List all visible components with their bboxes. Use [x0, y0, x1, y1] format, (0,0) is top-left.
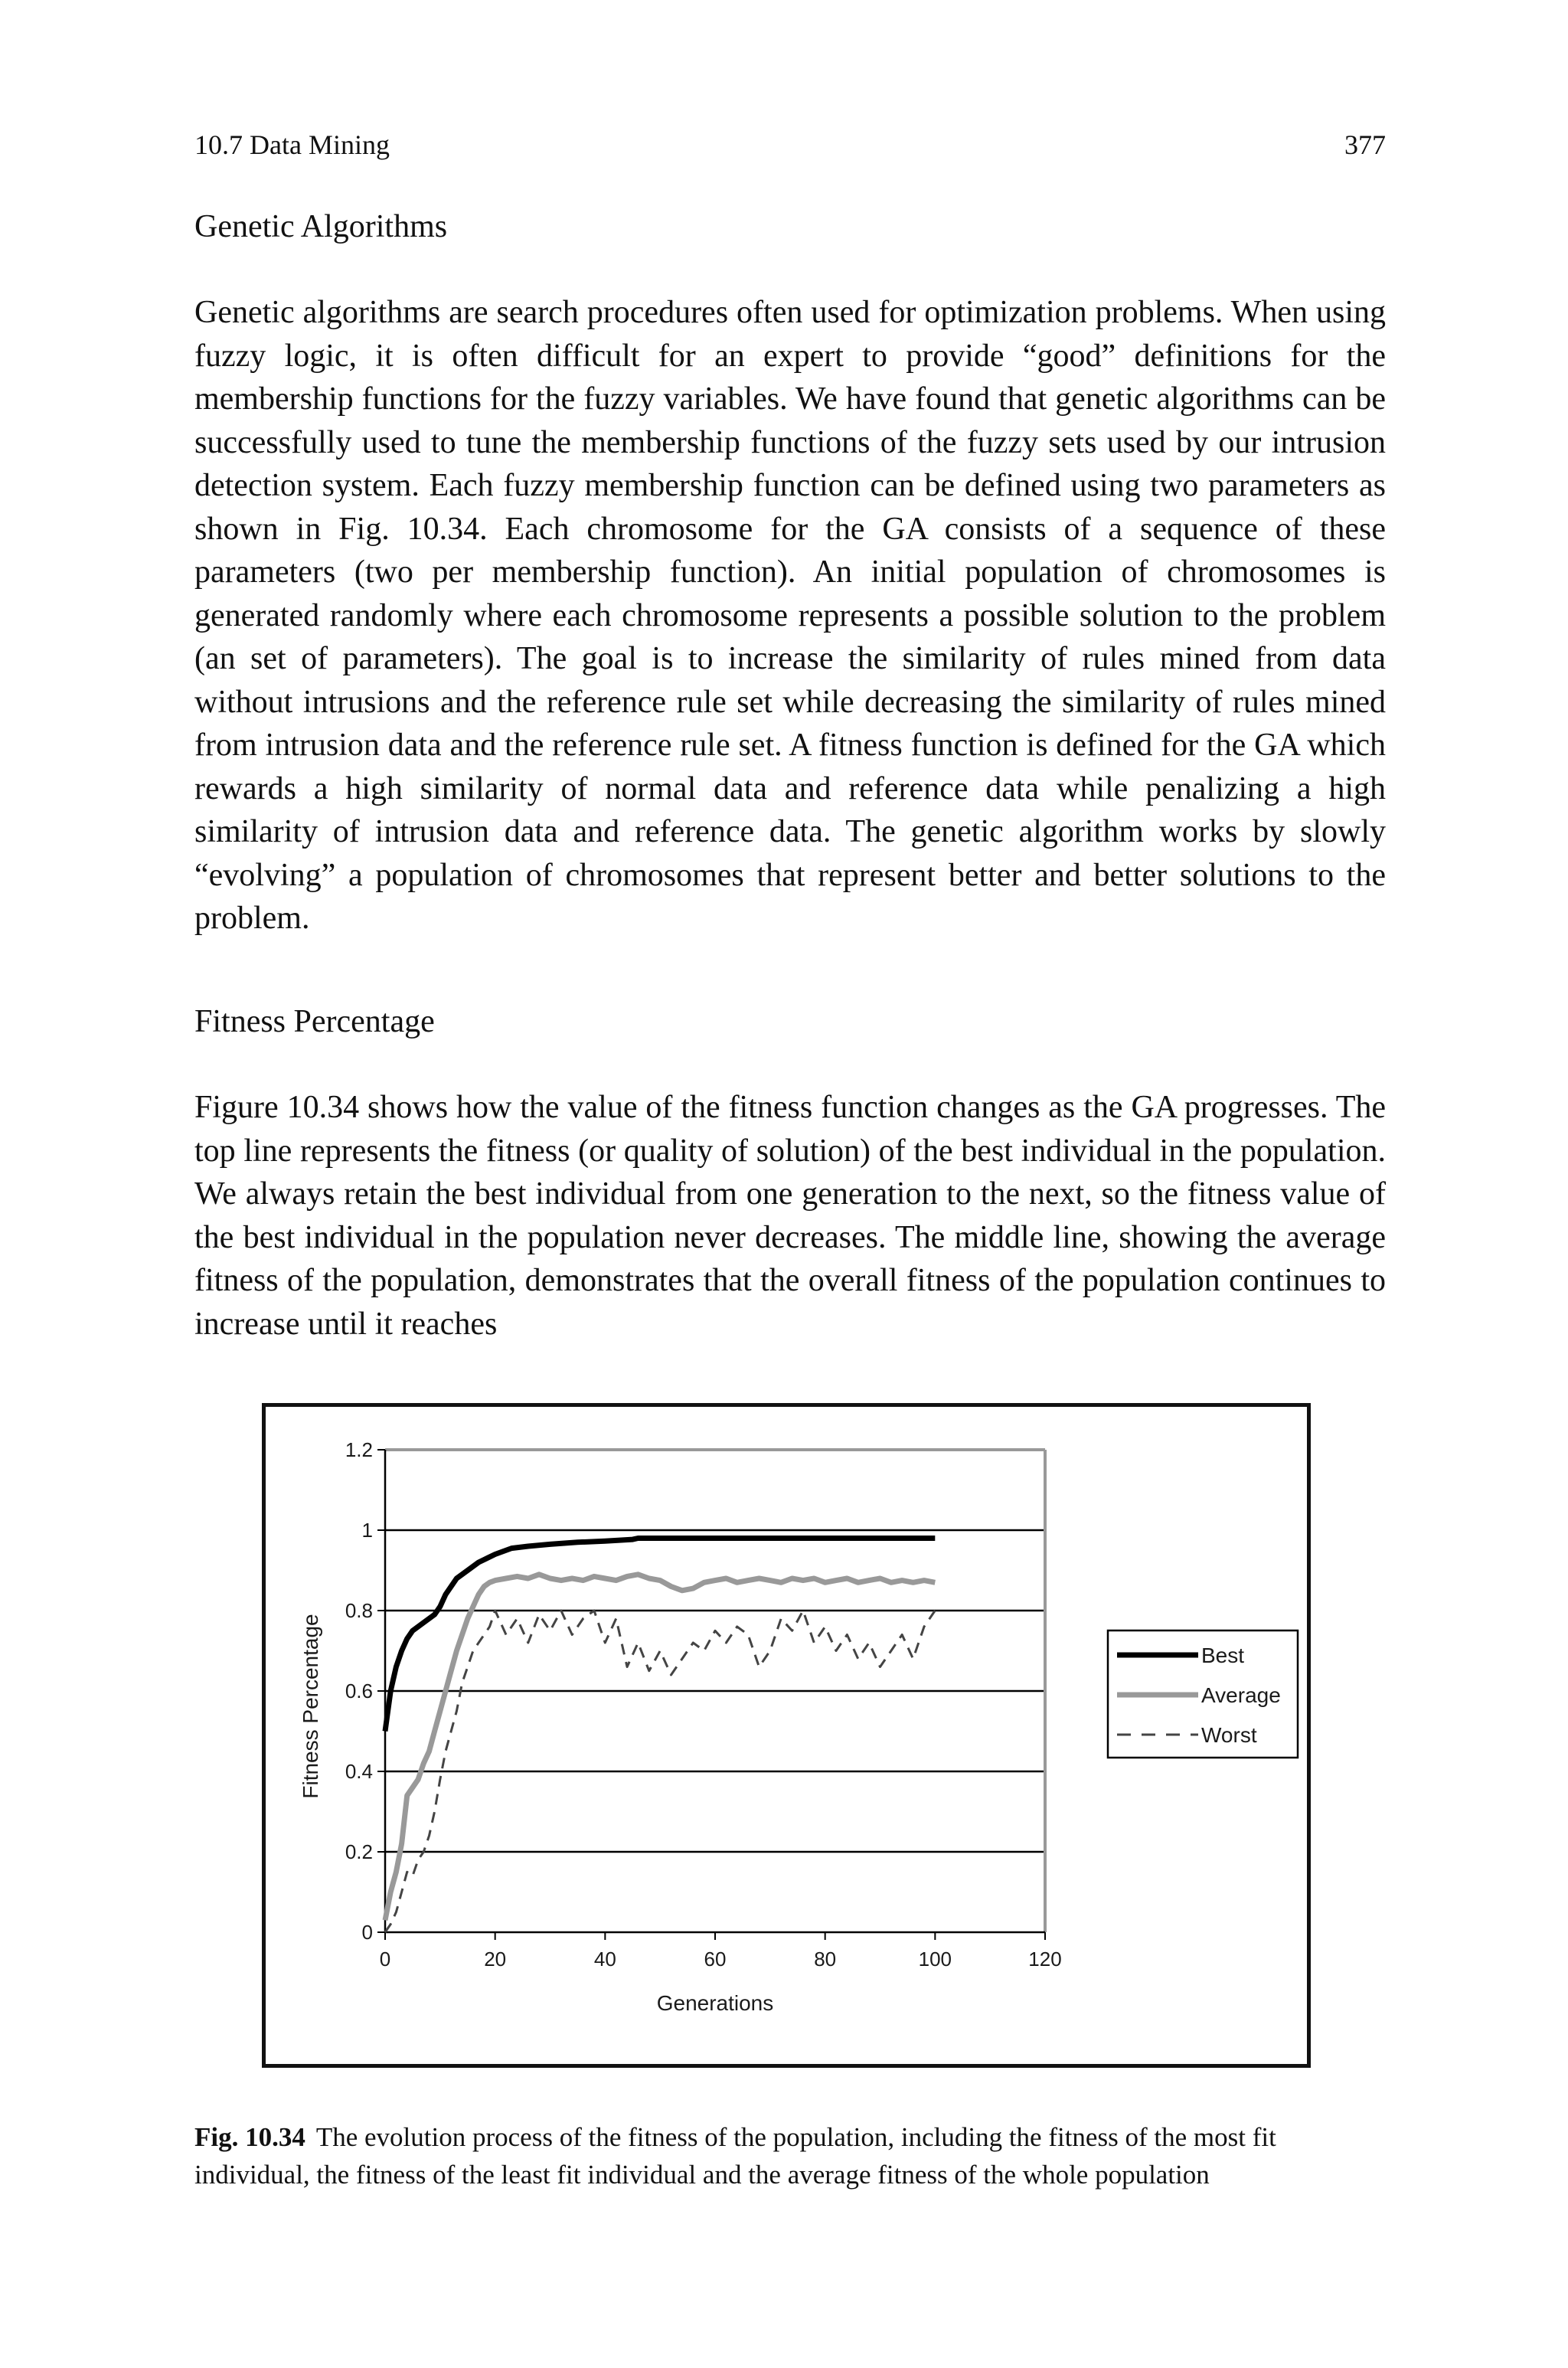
section-title: 10.7 Data Mining [194, 129, 390, 160]
page-number: 377 [1344, 129, 1386, 160]
x-tick-label-2: 40 [593, 1948, 616, 1971]
fitness-chart [266, 1407, 1307, 2064]
figure-chart [262, 1403, 1311, 2068]
paragraph-genetic-algorithms: Genetic algorithms are search procedures often used for optimization problems. When using fuzzy logic, it is often difficult for an expert to provide “good” definitions for the membership functions for the fuzzy variables. We have found that genetic algorithms can be successfully used to tune the membership functions of the fuzzy sets used by our intrusion detection system. Each fuzzy membership function can be defined using two parameters as shown in Fig. 10.34. Each chromosome for the GA consists of a sequence of these parameters (two per membership function). An initial population of chromosomes is generated randomly where each chromosome represents a possible solution to the problem (an set of parameters). The goal is to increase the similarity of rules mined from data without intrusions and the reference rule set while decreasing the similarity of rules mined from intrusion data and the reference rule set. A fitness function is defined for the GA which rewards a high similarity of normal data and reference data while penalizing a high similarity of intrusion data and reference data. The genetic algorithm works by slowly “evolving” a population of chromosomes that represent better and better solutions to the problem. [194, 295, 1386, 936]
figure-caption-text: The evolution process of the fitness of the population, including the fitness of the most fit individual, the fitness of the least fit individual and the average fitness of the whole population [194, 2122, 1276, 2190]
section-heading-fitness-percentage: Fitness Percentage [194, 1004, 435, 1039]
x-tick-label-0: 0 [379, 1948, 391, 1971]
legend-label-worst: Worst [1201, 1723, 1257, 1747]
x-axis-label: Generations [656, 1991, 774, 2015]
y-axis-label: Fitness Percentage [299, 1614, 322, 1799]
y-tick-label-1: 0.2 [345, 1840, 373, 1863]
x-tick-label-6: 120 [1028, 1948, 1062, 1971]
section-heading-genetic-algorithms: Genetic Algorithms [194, 209, 448, 244]
x-tick-label-1: 20 [484, 1948, 507, 1971]
paragraph-fitness-percentage: Figure 10.34 shows how the value of the fitness function changes as the GA progresses. The top line represents the fitness (or quality of solution) of the best individual in the population. We always retain the best individual from one generation to the next, so the fitness value of the best individual in the population never decreases. The middle line, showing the average fitness of the population, demonstrates that the overall fitness of the population continues to increase until it reaches [194, 1090, 1386, 1342]
series-line-average [385, 1575, 935, 1921]
y-tick-label-4: 0.8 [345, 1599, 373, 1622]
legend-label-best: Best [1201, 1644, 1245, 1667]
series-line-best [385, 1539, 935, 1732]
x-tick-label-4: 80 [814, 1948, 837, 1971]
x-tick-label-5: 100 [918, 1948, 952, 1971]
y-tick-label-5: 1 [361, 1519, 373, 1542]
legend-label-average: Average [1201, 1683, 1281, 1707]
y-tick-label-2: 0.4 [345, 1760, 373, 1783]
y-tick-label-3: 0.6 [345, 1680, 373, 1702]
running-head [194, 129, 1386, 164]
y-tick-label-0: 0 [361, 1921, 373, 1944]
figure-caption-label: Fig. 10.34 [194, 2122, 305, 2152]
x-tick-label-3: 60 [704, 1948, 727, 1971]
figure-caption [194, 2118, 1389, 2193]
y-tick-label-6: 1.2 [345, 1438, 373, 1461]
